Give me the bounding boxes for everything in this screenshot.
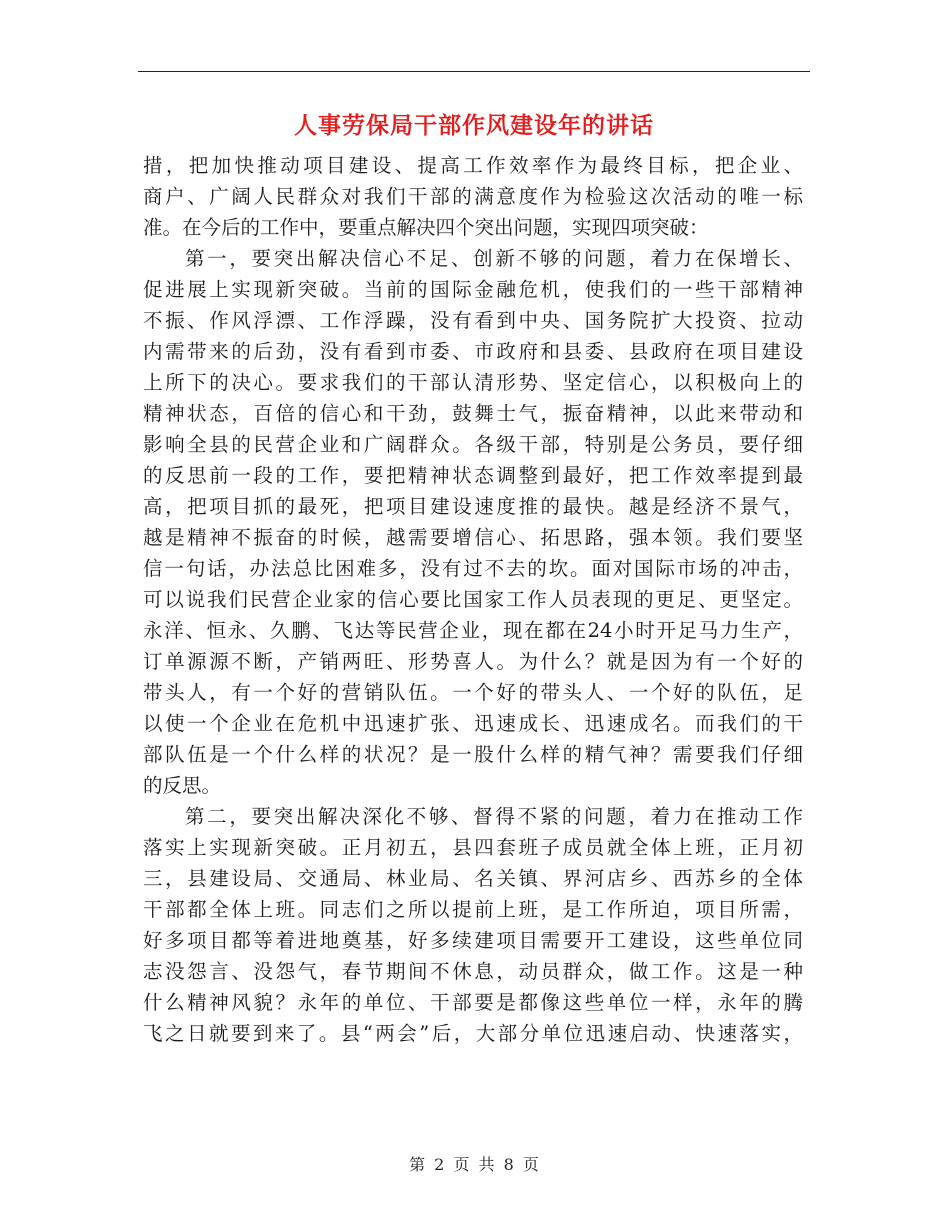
text-line: 影响全县的民营企业和广阔群众。各级干部，特别是公务员，要仔细 <box>143 433 803 456</box>
text-line: 的反思前一段的工作，要把精神状态调整到最好，把工作效率提到最 <box>143 464 803 487</box>
text-line: 订单源源不断，产销两旺、形势喜人。为什么？就是因为有一个好的 <box>143 650 803 673</box>
document-title: 人事劳保局干部作风建设年的讲话 <box>294 112 654 139</box>
paragraph-2 <box>143 243 803 801</box>
paragraph-3 <box>143 801 803 1049</box>
text-line: 促进展上实现新突破。当前的国际金融危机，使我们的一些干部精神 <box>143 278 803 301</box>
text-line: 三，县建设局、交通局、林业局、名关镇、界河店乡、西苏乡的全体 <box>143 867 803 890</box>
text-line: 商户、广阔人民群众对我们干部的满意度作为检验这次活动的唯一标 <box>143 185 803 208</box>
text-line: 精神状态，百倍的信心和干劲，鼓舞士气，振奋精神，以此来带动和 <box>143 402 803 425</box>
text-line: 带头人，有一个好的营销队伍。一个好的带头人、一个好的队伍，足 <box>143 681 803 704</box>
text-line: 好多项目都等着进地奠基，好多续建项目需要开工建设，这些单位同 <box>143 929 803 952</box>
text-line: 不振、作风浮漂、工作浮躁，没有看到中央、国务院扩大投资、拉动 <box>143 309 803 332</box>
header-rule <box>138 71 810 72</box>
paragraph-1 <box>143 150 803 243</box>
text-line: 高，把项目抓的最死，把项目建设速度推的最快。越是经济不景气， <box>143 495 803 518</box>
text-line: 可以说我们民营企业家的信心要比国家工作人员表现的更足、更坚定。 <box>143 588 803 611</box>
text-line: 内需带来的后劲，没有看到市委、市政府和县委、县政府在项目建设 <box>143 340 803 363</box>
text-line: 第一，要突出解决信心不足、创新不够的问题，着力在保增长、 <box>185 247 803 270</box>
text-line: 越是精神不振奋的时候，越需要增信心、拓思路，强本领。我们要坚 <box>143 526 803 549</box>
text-line: 落实上实现新突破。正月初五，县四套班子成员就全体上班，正月初 <box>143 836 803 859</box>
text-line: 的反思。 <box>143 774 222 797</box>
text-line: 准。在今后的工作中，要重点解决四个突出问题，实现四项突破： <box>143 216 709 239</box>
text-line: 措，把加快推动项目建设、提高工作效率作为最终目标，把企业、 <box>143 154 803 177</box>
text-line: 信一句话，办法总比困难多，没有过不去的坎。面对国际市场的冲击， <box>143 557 803 580</box>
text-line: 志没怨言、没怨气，春节期间不休息，动员群众，做工作。这是一种 <box>143 960 803 983</box>
text-line: 第二，要突出解决深化不够、督得不紧的问题，着力在推动工作 <box>185 805 803 828</box>
text-line: 以使一个企业在危机中迅速扩张、迅速成长、迅速成名。而我们的干 <box>143 712 803 735</box>
text-line: 部队伍是一个什么样的状况？是一股什么样的精气神？需要我们仔细 <box>143 743 803 766</box>
text-line: 永洋、恒永、久鹏、飞达等民营企业，现在都在24小时开足马力生产， <box>143 619 803 642</box>
text-line: 什么精神风貌？永年的单位、干部要是都像这些单位一样，永年的腾 <box>143 991 803 1014</box>
page-number: 第 2 页 共 8 页 <box>409 1155 541 1174</box>
text-line: 上所下的决心。要求我们的干部认清形势、坚定信心，以积极向上的 <box>143 371 803 394</box>
text-line: 干部都全体上班。同志们之所以提前上班，是工作所迫，项目所需， <box>143 898 803 921</box>
text-line: 飞之日就要到来了。县“两会”后，大部分单位迅速启动、快速落实， <box>143 1022 803 1045</box>
document-body <box>143 150 803 1049</box>
